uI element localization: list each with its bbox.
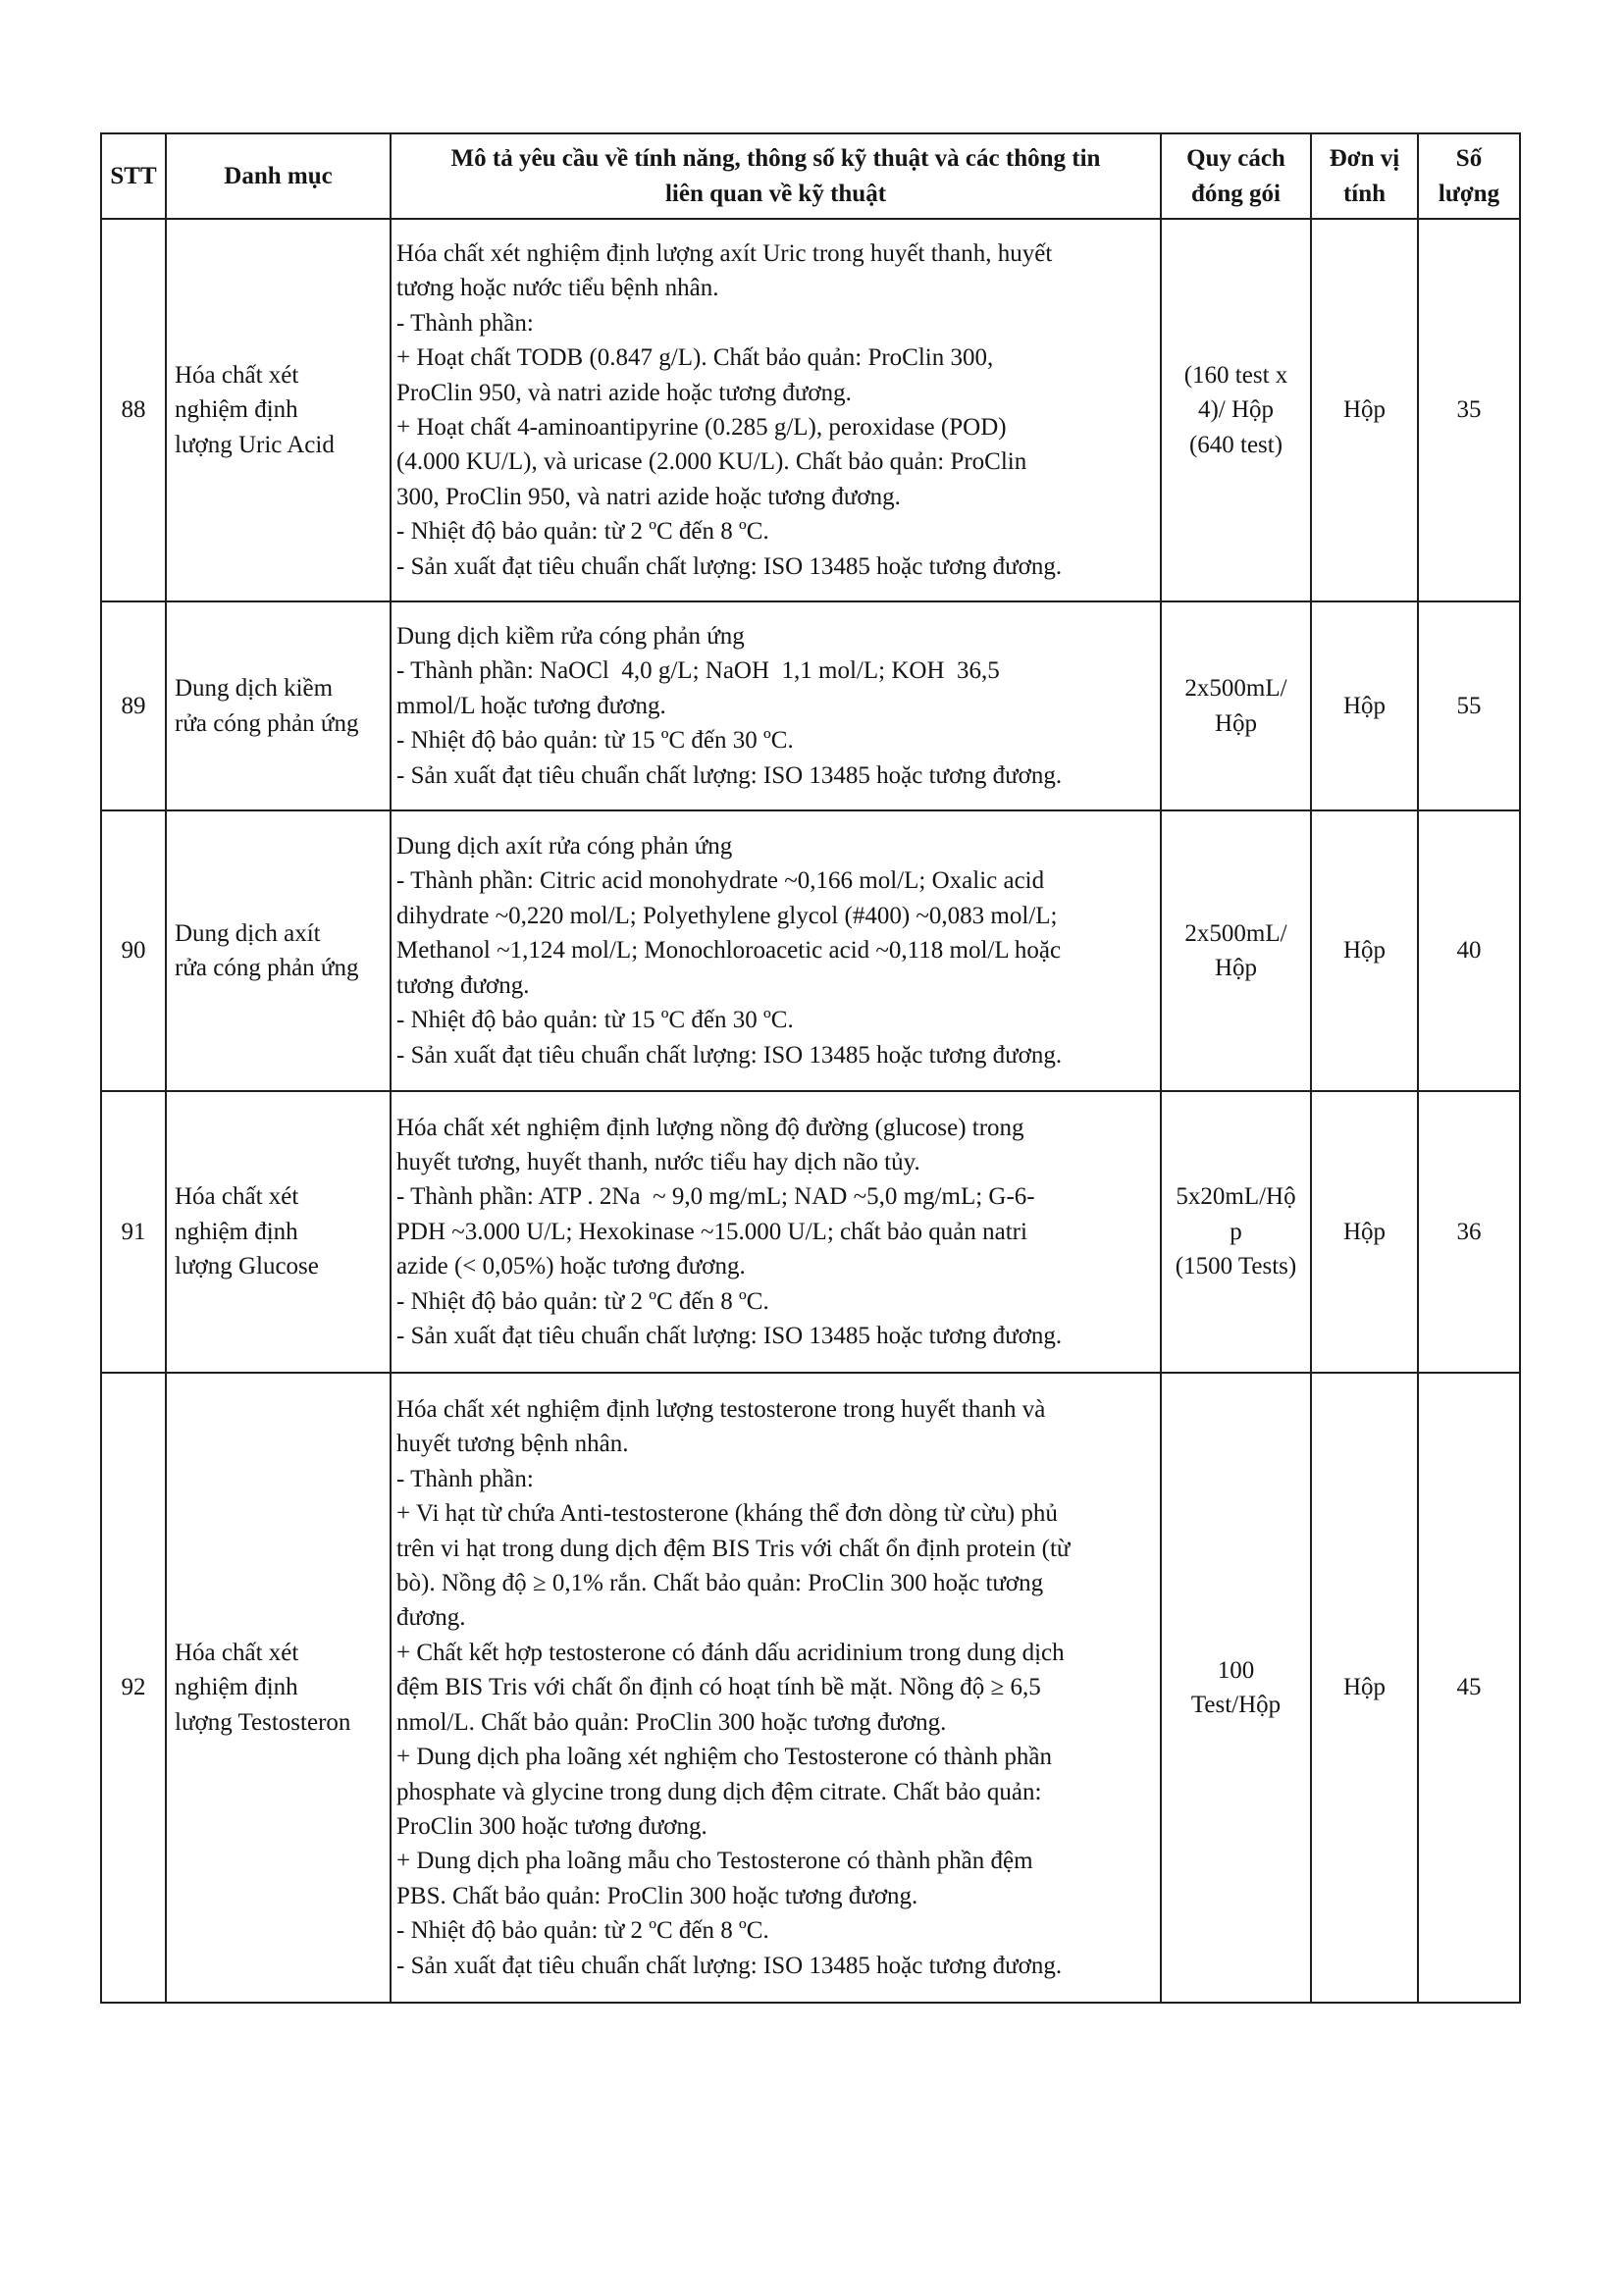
item-description-line: - Nhiệt độ bảo quản: từ 2 ºC đến 8 ºC. — [396, 518, 769, 546]
table-body — [101, 219, 1520, 2003]
item-packaging — [1161, 810, 1311, 1091]
table-row — [101, 219, 1520, 601]
header-packaging-line: Quy cách — [1186, 145, 1285, 173]
item-description-line: PBS. Chất bảo quản: ProClin 300 hoặc tương đương. — [396, 1882, 918, 1909]
item-description-line: trên vi hạt trong dung dịch đệm BIS Tris với chất ổn định protein (từ — [396, 1535, 1071, 1562]
item-packaging-line: (640 test) — [1188, 431, 1283, 458]
item-description-line: Methanol ~1,124 mol/L; Monochloroacetic acid ~0,118 mol/L hoặc — [396, 937, 1062, 965]
item-unit: Hộp — [1311, 1373, 1418, 2003]
item-description-line: - Thành phần: Citric acid monohydrate ~0,166 mol/L; Oxalic acid — [396, 867, 1045, 895]
item-description-line: phosphate và glycine trong dung dịch đệm citrate. Chất bảo quản: — [396, 1778, 1042, 1805]
item-description-line: dihydrate ~0,220 mol/L; Polyethylene glycol (#400) ~0,083 mol/L; — [396, 902, 1058, 929]
item-packaging-line: (160 test x — [1183, 361, 1288, 389]
item-name — [166, 601, 391, 810]
item-description-line: tương đương. — [396, 971, 530, 999]
item-packaging-line: p — [1230, 1218, 1242, 1245]
item-description — [391, 810, 1161, 1091]
item-name-line: rửa cóng phản ứng — [175, 955, 359, 981]
item-name-line: Hóa chất xét — [175, 1639, 299, 1666]
item-description-line: + Hoạt chất 4-aminoantipyrine (0.285 g/L), peroxidase (POD) — [396, 414, 1007, 441]
table-header-row — [101, 133, 1520, 219]
item-description-line: azide (< 0,05%) hoặc tương đương. — [396, 1253, 746, 1280]
item-description-line: ProClin 300 hoặc tương đương. — [396, 1812, 707, 1840]
item-packaging-line: 2x500mL/ — [1184, 919, 1287, 947]
item-name-line: nghiệm định — [175, 396, 298, 424]
item-description — [391, 1373, 1161, 2003]
header-stt: STT — [101, 133, 166, 219]
table-row — [101, 1373, 1520, 2003]
item-name-line: Hóa chất xét — [175, 1183, 299, 1211]
item-packaging-line: Hộp — [1214, 955, 1258, 981]
item-name-line: Hóa chất xét — [175, 361, 299, 389]
item-packaging — [1161, 219, 1311, 601]
header-unit-line: Đơn vị — [1329, 145, 1400, 173]
item-unit: Hộp — [1311, 810, 1418, 1091]
item-description-line: - Nhiệt độ bảo quản: từ 15 ºC đến 30 ºC. — [396, 1007, 794, 1034]
item-description-line: PDH ~3.000 U/L; Hexokinase ~15.000 U/L; chất bảo quản natri — [396, 1218, 1027, 1245]
item-description-line: - Sản xuất đạt tiêu chuẩn chất lượng: ISO 13485 hoặc tương đương. — [396, 1041, 1063, 1069]
header-unit-line: tính — [1342, 180, 1387, 207]
item-packaging-line: 100 — [1217, 1656, 1255, 1684]
header-quantity-line: Số — [1455, 145, 1483, 173]
header-packaging-line: đóng gói — [1190, 180, 1281, 207]
item-name-line: Dung dịch kiềm — [175, 675, 334, 703]
item-description-line: - Nhiệt độ bảo quản: từ 2 ºC đến 8 ºC. — [396, 1287, 769, 1315]
item-description — [391, 219, 1161, 601]
item-description-line: Dung dịch axít rửa cóng phản ứng — [396, 833, 733, 861]
item-name-line: lượng Uric Acid — [175, 431, 335, 458]
item-description-line: Hóa chất xét nghiệm định lượng testosterone trong huyết thanh và — [396, 1396, 1046, 1424]
item-quantity: 35 — [1418, 219, 1520, 601]
item-description-line: + Chất kết hợp testosterone có đánh dấu acridinium trong dung dịch — [396, 1639, 1065, 1666]
header-packaging — [1161, 133, 1311, 219]
row-number: 88 — [101, 219, 166, 601]
header-description-line: liên quan về kỹ thuật — [664, 180, 887, 207]
table-row — [101, 601, 1520, 810]
item-description-line: mmol/L hoặc tương đương. — [396, 692, 666, 719]
item-name — [166, 1373, 391, 2003]
item-description-line: - Nhiệt độ bảo quản: từ 15 ºC đến 30 ºC. — [396, 727, 794, 755]
item-name-line: Dung dịch axít — [175, 919, 321, 947]
item-description-line: bò). Nồng độ ≥ 0,1% rắn. Chất bảo quản: ProClin 300 hoặc tương — [396, 1570, 1044, 1597]
header-unit — [1311, 133, 1418, 219]
header-quantity — [1418, 133, 1520, 219]
item-description — [391, 601, 1161, 810]
item-description-line: ProClin 950, và natri azide hoặc tương đương. — [396, 379, 852, 406]
item-packaging-line: Hộp — [1214, 709, 1258, 737]
item-packaging-line: (1500 Tests) — [1175, 1253, 1297, 1280]
item-name-line: lượng Testosteron — [175, 1708, 351, 1736]
header-description — [391, 133, 1161, 219]
header-category: Danh mục — [166, 133, 391, 219]
item-packaging-line: 4)/ Hộp — [1197, 396, 1275, 424]
item-quantity: 40 — [1418, 810, 1520, 1091]
row-number: 91 — [101, 1091, 166, 1373]
item-packaging-line: Test/Hộp — [1190, 1692, 1282, 1718]
item-description-line: 300, ProClin 950, và natri azide hoặc tương đương. — [396, 483, 901, 510]
item-description-line: huyết tương bệnh nhân. — [396, 1431, 629, 1458]
item-packaging-line: 5x20mL/Hộ — [1176, 1183, 1296, 1211]
item-description-line: huyết tương, huyết thanh, nước tiểu hay dịch não tủy. — [396, 1148, 920, 1175]
item-description-line: - Thành phần: ATP . 2Na ~ 9,0 mg/mL; NAD ~5,0 mg/mL; G-6- — [396, 1183, 1035, 1211]
item-name — [166, 1091, 391, 1373]
header-quantity-line: lượng — [1438, 180, 1500, 207]
item-description-line: - Thành phần: — [396, 1465, 534, 1492]
item-description-line: + Dung dịch pha loãng mẫu cho Testosterone có thành phần đệm — [396, 1848, 1033, 1875]
item-description-line: tương hoặc nước tiểu bệnh nhân. — [396, 275, 719, 302]
item-description-line: + Hoạt chất TODB (0.847 g/L). Chất bảo quản: ProClin 300, — [396, 344, 994, 372]
item-description-line: - Sản xuất đạt tiêu chuẩn chất lượng: ISO 13485 hoặc tương đương. — [396, 1323, 1063, 1350]
item-description-line: + Vi hạt từ chứa Anti-testosterone (kháng thể đơn dòng từ cừu) phủ — [396, 1500, 1058, 1528]
item-packaging-line: 2x500mL/ — [1184, 675, 1287, 703]
item-description-line: Hóa chất xét nghiệm định lượng axít Uric trong huyết thanh, huyết — [396, 239, 1053, 267]
item-description-line: - Sản xuất đạt tiêu chuẩn chất lượng: ISO 13485 hoặc tương đương. — [396, 552, 1063, 580]
item-packaging — [1161, 1091, 1311, 1373]
item-description-line: nmol/L. Chất bảo quản: ProClin 300 hoặc tương đương. — [396, 1708, 947, 1736]
row-number: 89 — [101, 601, 166, 810]
row-number: 92 — [101, 1373, 166, 2003]
item-quantity: 36 — [1418, 1091, 1520, 1373]
item-description-line: - Thành phần: NaOCl 4,0 g/L; NaOH 1,1 mol/L; KOH 36,5 — [396, 657, 1000, 685]
item-description — [391, 1091, 1161, 1373]
item-description-line: Hóa chất xét nghiệm định lượng nồng độ đường (glucose) trong — [396, 1114, 1024, 1141]
item-description-line: - Sản xuất đạt tiêu chuẩn chất lượng: ISO 13485 hoặc tương đương. — [396, 761, 1063, 789]
item-unit: Hộp — [1311, 1091, 1418, 1373]
item-description-line: đương. — [396, 1604, 466, 1632]
item-unit: Hộp — [1311, 601, 1418, 810]
item-description-line: - Thành phần: — [396, 309, 534, 337]
item-quantity: 45 — [1418, 1373, 1520, 2003]
item-description-line: Dung dịch kiềm rửa cóng phản ứng — [396, 622, 745, 650]
items-table — [100, 132, 1521, 2004]
row-number: 90 — [101, 810, 166, 1091]
item-quantity: 55 — [1418, 601, 1520, 810]
table-row — [101, 1091, 1520, 1373]
item-name — [166, 219, 391, 601]
item-name — [166, 810, 391, 1091]
item-unit: Hộp — [1311, 219, 1418, 601]
item-name-line: lượng Glucose — [175, 1253, 319, 1280]
item-description-line: đệm BIS Tris với chất ổn định có hoạt tính bề mặt. Nồng độ ≥ 6,5 — [396, 1674, 1041, 1701]
item-packaging — [1161, 601, 1311, 810]
item-name-line: rửa cóng phản ứng — [175, 709, 359, 737]
item-description-line: - Sản xuất đạt tiêu chuẩn chất lượng: ISO 13485 hoặc tương đương. — [396, 1952, 1063, 1979]
table-row — [101, 810, 1520, 1091]
item-description-line: + Dung dịch pha loãng xét nghiệm cho Testosterone có thành phần — [396, 1744, 1052, 1771]
item-description-line: (4.000 KU/L), và uricase (2.000 KU/L). Chất bảo quản: ProClin — [396, 448, 1027, 476]
item-name-line: nghiệm định — [175, 1218, 298, 1245]
item-packaging — [1161, 1373, 1311, 2003]
item-description-line: - Nhiệt độ bảo quản: từ 2 ºC đến 8 ºC. — [396, 1917, 769, 1945]
header-description-line: Mô tả yêu cầu về tính năng, thông số kỹ thuật và các thông tin — [450, 145, 1101, 173]
item-name-line: nghiệm định — [175, 1674, 298, 1701]
